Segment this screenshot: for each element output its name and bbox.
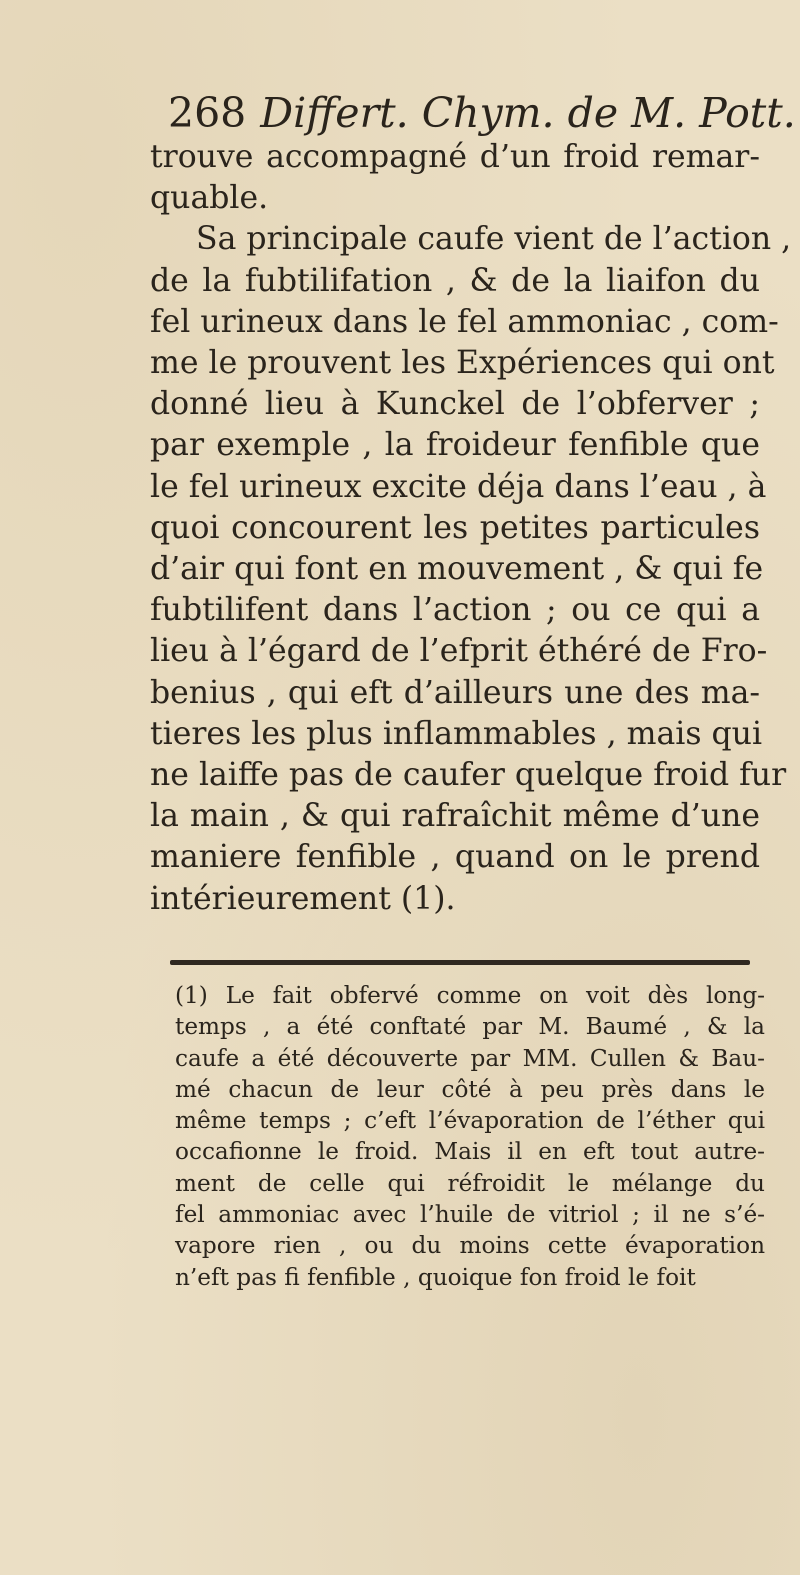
footnote-line: vapore rien , ou du moins cette évaporation — [175, 1232, 765, 1260]
body-line: tieres les plus inflammables , mais qui — [150, 715, 763, 752]
footnote-line: mé chacun de leur côté à peu près dans le — [175, 1075, 765, 1103]
body-line: Sa principale caufe vient de l’action , — [196, 221, 792, 258]
footnote-line: temps , a été conftaté par M. Baumé , & la — [175, 1013, 765, 1041]
footnote-line: fel ammoniac avec l’huile de vitriol ; il ne s’é- — [175, 1201, 765, 1229]
body-line: quoi concourent les petites particules — [150, 509, 760, 546]
footnote-line: occafionne le froid. Mais il en eft tout autre- — [175, 1138, 765, 1166]
body-text — [150, 137, 792, 920]
running-head — [168, 90, 796, 136]
body-line: le fel urineux excite déja dans l’eau , à — [150, 468, 767, 505]
body-line: de la fubtilifation , & de la liaifon du — [150, 262, 760, 299]
body-line: intérieurement (1). — [150, 880, 456, 917]
body-line: d’air qui font en mouvement , & qui fe — [150, 551, 764, 588]
body-line: donné lieu à Kunckel de l’obferver ; — [150, 386, 760, 423]
body-line: maniere fenfible , quand on le prend — [150, 839, 760, 876]
footnote-line: caufe a été découverte par MM. Cullen & Bau- — [175, 1044, 765, 1072]
body-line: quable. — [150, 180, 269, 217]
footnote — [175, 980, 765, 1293]
running-title: Differt. Chym. de M. Pott. — [260, 89, 796, 137]
body-line: fel urineux dans le fel ammoniac , com- — [150, 303, 779, 340]
body-line: me le prouvent les Expériences qui ont — [150, 345, 775, 382]
footnote-line: même temps ; c’eft l’évaporation de l’éther qui — [175, 1107, 765, 1135]
body-line: trouve accompagné d’un froid remar- — [150, 139, 760, 175]
body-line: benius , qui eft d’ailleurs une des ma- — [150, 674, 760, 711]
body-line: fubtilifent dans l’action ; ou ce qui a — [150, 592, 760, 629]
body-line: lieu à l’égard de l’efprit éthéré de Fro- — [150, 633, 768, 670]
body-line: la main , & qui rafraîchit même d’une — [150, 798, 760, 835]
body-line: ne laiffe pas de caufer quelque froid fur — [150, 757, 787, 794]
footnote-line: n’eft pas fi fenfible , quoique fon froid le foit — [175, 1263, 696, 1291]
footnote-line: ment de celle qui réfroidit le mélange du — [175, 1169, 765, 1197]
footnote-line: (1) Le fait obfervé comme on voit dès long- — [175, 982, 765, 1009]
page-number: 268 — [168, 89, 247, 137]
footnote-rule — [170, 960, 750, 965]
body-line: par exemple , la froideur fenfible que — [150, 427, 760, 464]
